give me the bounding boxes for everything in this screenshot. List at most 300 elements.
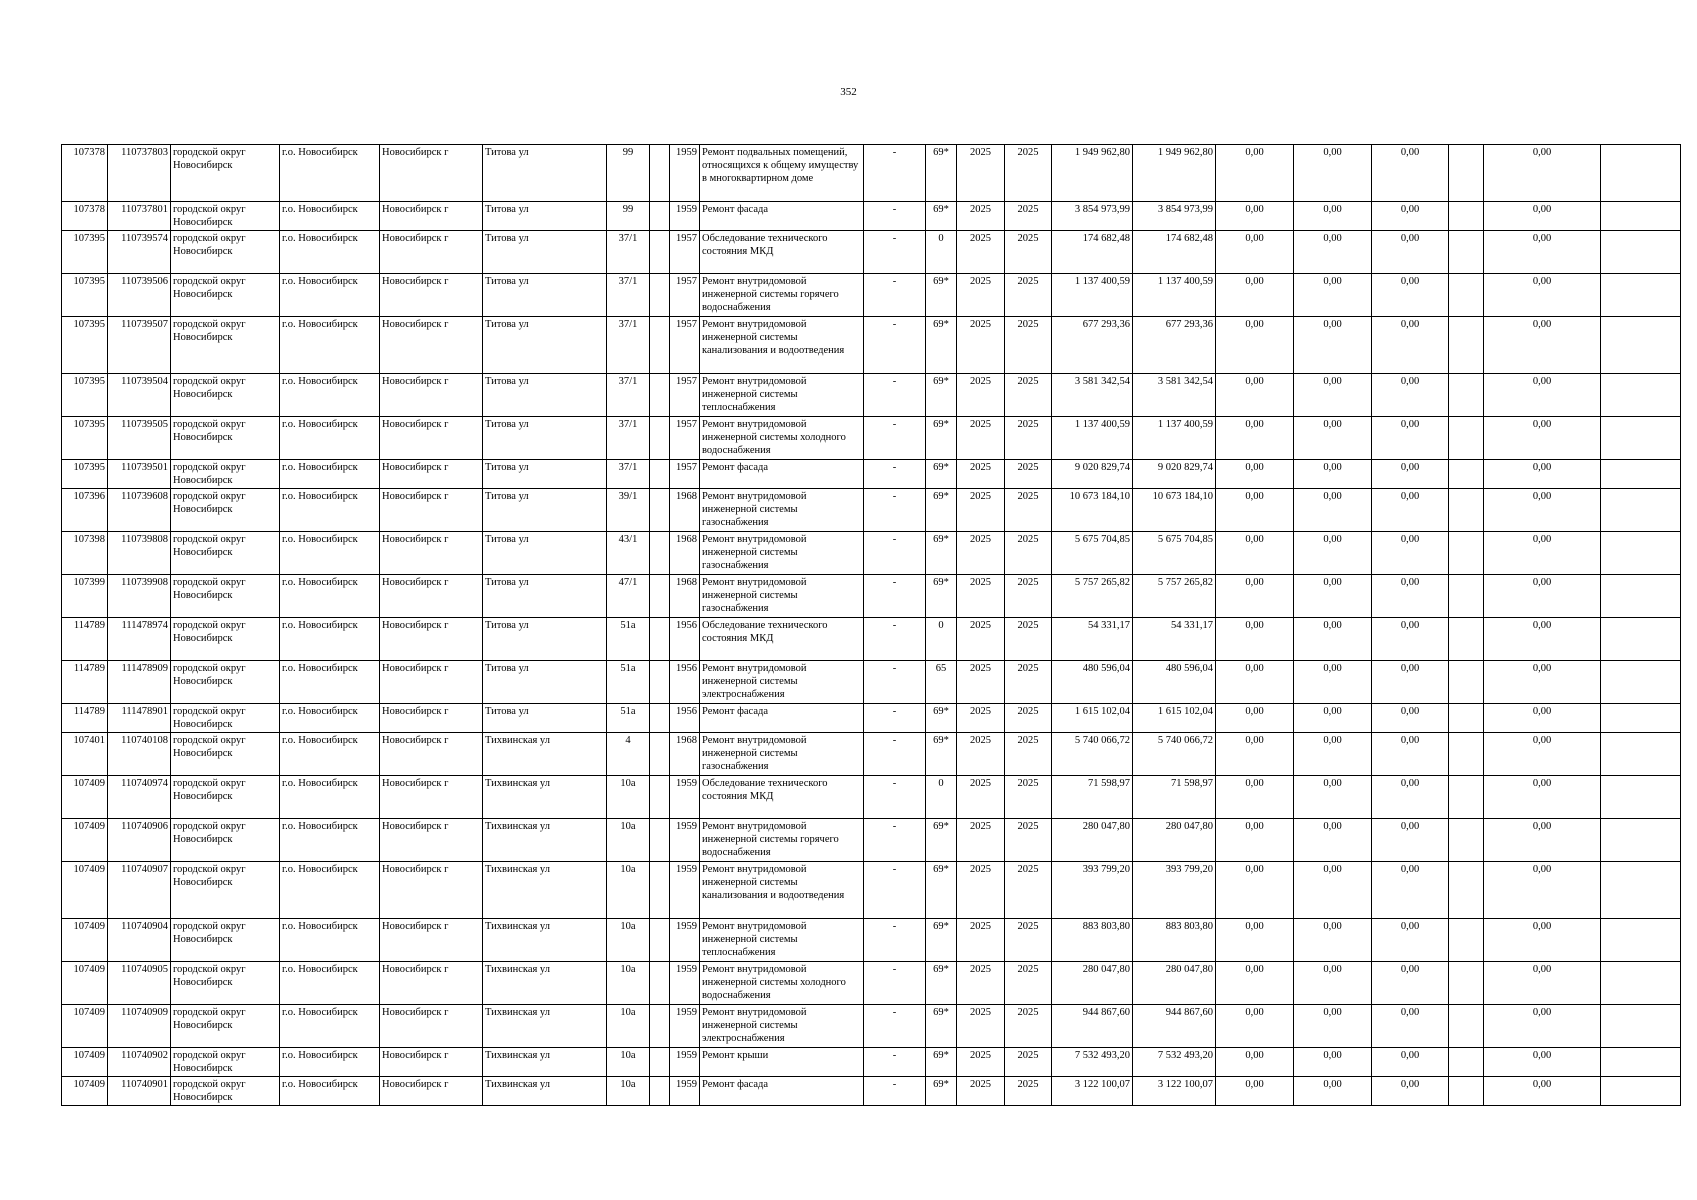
budget-federal: 0,00 bbox=[1216, 145, 1294, 202]
total-cost: 3 581 342,54 bbox=[1052, 374, 1133, 417]
dash-cell: - bbox=[864, 1005, 926, 1048]
house-id: 107409 bbox=[62, 1005, 108, 1048]
city: Новосибирск г bbox=[380, 1077, 483, 1106]
build-year: 1959 bbox=[670, 819, 700, 862]
empty-cell bbox=[1449, 618, 1484, 661]
house-number: 10а bbox=[607, 862, 650, 919]
street: Тихвинская ул bbox=[483, 1077, 607, 1106]
wear-percent: 69* bbox=[926, 733, 957, 776]
start-year: 2025 bbox=[957, 460, 1005, 489]
owner-funds: 0,00 bbox=[1484, 618, 1601, 661]
work-type: Ремонт внутридомовой инженерной системы горячего водоснабжения bbox=[700, 274, 864, 317]
wear-percent: 69* bbox=[926, 202, 957, 231]
dash-cell: - bbox=[864, 862, 926, 919]
work-type: Ремонт внутридомовой инженерной системы теплоснабжения bbox=[700, 919, 864, 962]
wear-percent: 69* bbox=[926, 460, 957, 489]
dash-cell: - bbox=[864, 575, 926, 618]
house-id: 114789 bbox=[62, 704, 108, 733]
fund-sum: 3 122 100,07 bbox=[1133, 1077, 1216, 1106]
empty-cell bbox=[1601, 618, 1681, 661]
city: Новосибирск г bbox=[380, 374, 483, 417]
city: Новосибирск г bbox=[380, 1048, 483, 1077]
empty-cell bbox=[1449, 733, 1484, 776]
district: г.о. Новосибирск bbox=[280, 1048, 380, 1077]
house-number: 51а bbox=[607, 704, 650, 733]
empty-cell bbox=[1449, 1077, 1484, 1106]
house-id: 107409 bbox=[62, 1077, 108, 1106]
build-year: 1959 bbox=[670, 145, 700, 202]
empty-cell bbox=[650, 618, 670, 661]
budget-federal: 0,00 bbox=[1216, 231, 1294, 274]
budget-local: 0,00 bbox=[1372, 618, 1449, 661]
budget-local: 0,00 bbox=[1372, 661, 1449, 704]
fund-sum: 174 682,48 bbox=[1133, 231, 1216, 274]
dash-cell: - bbox=[864, 1048, 926, 1077]
end-year: 2025 bbox=[1005, 417, 1052, 460]
city: Новосибирск г bbox=[380, 317, 483, 374]
total-cost: 54 331,17 bbox=[1052, 618, 1133, 661]
empty-cell bbox=[1601, 1048, 1681, 1077]
work-type: Ремонт внутридомовой инженерной системы канализования и водоотведения bbox=[700, 862, 864, 919]
fund-sum: 54 331,17 bbox=[1133, 618, 1216, 661]
house-id: 114789 bbox=[62, 661, 108, 704]
house-number: 99 bbox=[607, 145, 650, 202]
start-year: 2025 bbox=[957, 417, 1005, 460]
total-cost: 944 867,60 bbox=[1052, 1005, 1133, 1048]
empty-cell bbox=[1601, 862, 1681, 919]
work-type: Обследование технического состояния МКД bbox=[700, 618, 864, 661]
owner-funds: 0,00 bbox=[1484, 575, 1601, 618]
total-cost: 280 047,80 bbox=[1052, 962, 1133, 1005]
house-number: 37/1 bbox=[607, 460, 650, 489]
house-number: 37/1 bbox=[607, 374, 650, 417]
build-year: 1957 bbox=[670, 231, 700, 274]
budget-local: 0,00 bbox=[1372, 575, 1449, 618]
owner-funds: 0,00 bbox=[1484, 1048, 1601, 1077]
city: Новосибирск г bbox=[380, 862, 483, 919]
house-id: 107409 bbox=[62, 776, 108, 819]
build-year: 1957 bbox=[670, 374, 700, 417]
district: г.о. Новосибирск bbox=[280, 575, 380, 618]
wear-percent: 0 bbox=[926, 231, 957, 274]
work-type: Ремонт внутридомовой инженерной системы канализования и водоотведения bbox=[700, 317, 864, 374]
start-year: 2025 bbox=[957, 489, 1005, 532]
work-code: 110740907 bbox=[108, 862, 171, 919]
fund-sum: 7 532 493,20 bbox=[1133, 1048, 1216, 1077]
house-id: 107409 bbox=[62, 919, 108, 962]
wear-percent: 69* bbox=[926, 1077, 957, 1106]
budget-federal: 0,00 bbox=[1216, 962, 1294, 1005]
owner-funds: 0,00 bbox=[1484, 1005, 1601, 1048]
budget-local: 0,00 bbox=[1372, 532, 1449, 575]
start-year: 2025 bbox=[957, 532, 1005, 575]
table-row bbox=[62, 1077, 1681, 1106]
fund-sum: 883 803,80 bbox=[1133, 919, 1216, 962]
city: Новосибирск г bbox=[380, 919, 483, 962]
empty-cell bbox=[1601, 202, 1681, 231]
municipality: городской округ Новосибирск bbox=[171, 274, 280, 317]
house-number: 47/1 bbox=[607, 575, 650, 618]
house-number: 10а bbox=[607, 1048, 650, 1077]
table-row bbox=[62, 575, 1681, 618]
budget-local: 0,00 bbox=[1372, 460, 1449, 489]
start-year: 2025 bbox=[957, 819, 1005, 862]
start-year: 2025 bbox=[957, 962, 1005, 1005]
budget-regional: 0,00 bbox=[1294, 1077, 1372, 1106]
work-type: Обследование технического состояния МКД bbox=[700, 231, 864, 274]
street: Титова ул bbox=[483, 274, 607, 317]
empty-cell bbox=[1601, 417, 1681, 460]
budget-federal: 0,00 bbox=[1216, 489, 1294, 532]
wear-percent: 69* bbox=[926, 575, 957, 618]
budget-federal: 0,00 bbox=[1216, 317, 1294, 374]
work-type: Ремонт внутридомовой инженерной системы газоснабжения bbox=[700, 532, 864, 575]
start-year: 2025 bbox=[957, 618, 1005, 661]
house-number: 39/1 bbox=[607, 489, 650, 532]
budget-federal: 0,00 bbox=[1216, 532, 1294, 575]
wear-percent: 69* bbox=[926, 374, 957, 417]
empty-cell bbox=[1449, 532, 1484, 575]
empty-cell bbox=[650, 962, 670, 1005]
house-number: 51а bbox=[607, 618, 650, 661]
work-code: 111478974 bbox=[108, 618, 171, 661]
start-year: 2025 bbox=[957, 1005, 1005, 1048]
budget-local: 0,00 bbox=[1372, 862, 1449, 919]
empty-cell bbox=[1449, 776, 1484, 819]
district: г.о. Новосибирск bbox=[280, 704, 380, 733]
street: Титова ул bbox=[483, 417, 607, 460]
city: Новосибирск г bbox=[380, 460, 483, 489]
dash-cell: - bbox=[864, 460, 926, 489]
end-year: 2025 bbox=[1005, 274, 1052, 317]
dash-cell: - bbox=[864, 532, 926, 575]
work-type: Ремонт фасада bbox=[700, 460, 864, 489]
table-row bbox=[62, 962, 1681, 1005]
owner-funds: 0,00 bbox=[1484, 374, 1601, 417]
house-number: 10а bbox=[607, 1077, 650, 1106]
table-row bbox=[62, 1048, 1681, 1077]
budget-local: 0,00 bbox=[1372, 489, 1449, 532]
municipality: городской округ Новосибирск bbox=[171, 202, 280, 231]
work-code: 110740905 bbox=[108, 962, 171, 1005]
house-number: 10а bbox=[607, 919, 650, 962]
wear-percent: 69* bbox=[926, 274, 957, 317]
fund-sum: 3 581 342,54 bbox=[1133, 374, 1216, 417]
budget-local: 0,00 bbox=[1372, 374, 1449, 417]
budget-federal: 0,00 bbox=[1216, 618, 1294, 661]
work-type: Ремонт внутридомовой инженерной системы газоснабжения bbox=[700, 575, 864, 618]
total-cost: 677 293,36 bbox=[1052, 317, 1133, 374]
total-cost: 280 047,80 bbox=[1052, 819, 1133, 862]
budget-regional: 0,00 bbox=[1294, 274, 1372, 317]
municipality: городской округ Новосибирск bbox=[171, 776, 280, 819]
budget-regional: 0,00 bbox=[1294, 919, 1372, 962]
fund-sum: 5 757 265,82 bbox=[1133, 575, 1216, 618]
work-code: 110740974 bbox=[108, 776, 171, 819]
budget-local: 0,00 bbox=[1372, 733, 1449, 776]
work-code: 110739574 bbox=[108, 231, 171, 274]
empty-cell bbox=[650, 1077, 670, 1106]
empty-cell bbox=[1601, 661, 1681, 704]
work-code: 110739501 bbox=[108, 460, 171, 489]
owner-funds: 0,00 bbox=[1484, 317, 1601, 374]
empty-cell bbox=[650, 489, 670, 532]
city: Новосибирск г bbox=[380, 575, 483, 618]
empty-cell bbox=[1449, 819, 1484, 862]
municipality: городской округ Новосибирск bbox=[171, 862, 280, 919]
wear-percent: 69* bbox=[926, 532, 957, 575]
empty-cell bbox=[1601, 819, 1681, 862]
empty-cell bbox=[650, 460, 670, 489]
district: г.о. Новосибирск bbox=[280, 1005, 380, 1048]
total-cost: 3 122 100,07 bbox=[1052, 1077, 1133, 1106]
total-cost: 174 682,48 bbox=[1052, 231, 1133, 274]
empty-cell bbox=[1601, 374, 1681, 417]
wear-percent: 69* bbox=[926, 862, 957, 919]
municipality: городской округ Новосибирск bbox=[171, 919, 280, 962]
district: г.о. Новосибирск bbox=[280, 417, 380, 460]
empty-cell bbox=[1601, 776, 1681, 819]
district: г.о. Новосибирск bbox=[280, 460, 380, 489]
end-year: 2025 bbox=[1005, 919, 1052, 962]
fund-sum: 71 598,97 bbox=[1133, 776, 1216, 819]
owner-funds: 0,00 bbox=[1484, 819, 1601, 862]
work-type: Ремонт внутридомовой инженерной системы горячего водоснабжения bbox=[700, 819, 864, 862]
budget-regional: 0,00 bbox=[1294, 733, 1372, 776]
build-year: 1957 bbox=[670, 460, 700, 489]
table-row bbox=[62, 776, 1681, 819]
street: Титова ул bbox=[483, 704, 607, 733]
city: Новосибирск г bbox=[380, 231, 483, 274]
owner-funds: 0,00 bbox=[1484, 460, 1601, 489]
budget-local: 0,00 bbox=[1372, 274, 1449, 317]
house-number: 37/1 bbox=[607, 231, 650, 274]
budget-federal: 0,00 bbox=[1216, 460, 1294, 489]
work-code: 110739506 bbox=[108, 274, 171, 317]
table-row bbox=[62, 1005, 1681, 1048]
budget-federal: 0,00 bbox=[1216, 819, 1294, 862]
municipality: городской округ Новосибирск bbox=[171, 618, 280, 661]
street: Титова ул bbox=[483, 575, 607, 618]
work-code: 110740108 bbox=[108, 733, 171, 776]
work-code: 110737801 bbox=[108, 202, 171, 231]
build-year: 1968 bbox=[670, 532, 700, 575]
house-id: 107409 bbox=[62, 1048, 108, 1077]
total-cost: 5 757 265,82 bbox=[1052, 575, 1133, 618]
start-year: 2025 bbox=[957, 145, 1005, 202]
empty-cell bbox=[1449, 374, 1484, 417]
work-type: Ремонт внутридомовой инженерной системы холодного водоснабжения bbox=[700, 417, 864, 460]
wear-percent: 69* bbox=[926, 317, 957, 374]
district: г.о. Новосибирск bbox=[280, 661, 380, 704]
street: Тихвинская ул bbox=[483, 1048, 607, 1077]
build-year: 1959 bbox=[670, 1048, 700, 1077]
house-number: 10а bbox=[607, 1005, 650, 1048]
empty-cell bbox=[1449, 862, 1484, 919]
municipality: городской округ Новосибирск bbox=[171, 819, 280, 862]
end-year: 2025 bbox=[1005, 1077, 1052, 1106]
budget-regional: 0,00 bbox=[1294, 575, 1372, 618]
empty-cell bbox=[1601, 317, 1681, 374]
empty-cell bbox=[650, 919, 670, 962]
municipality: городской округ Новосибирск bbox=[171, 704, 280, 733]
empty-cell bbox=[650, 145, 670, 202]
street: Тихвинская ул bbox=[483, 1005, 607, 1048]
house-number: 99 bbox=[607, 202, 650, 231]
empty-cell bbox=[650, 575, 670, 618]
build-year: 1956 bbox=[670, 704, 700, 733]
house-id: 107395 bbox=[62, 374, 108, 417]
fund-sum: 677 293,36 bbox=[1133, 317, 1216, 374]
empty-cell bbox=[650, 1048, 670, 1077]
end-year: 2025 bbox=[1005, 618, 1052, 661]
budget-local: 0,00 bbox=[1372, 145, 1449, 202]
municipality: городской округ Новосибирск bbox=[171, 1077, 280, 1106]
budget-regional: 0,00 bbox=[1294, 618, 1372, 661]
dash-cell: - bbox=[864, 704, 926, 733]
table-row bbox=[62, 733, 1681, 776]
empty-cell bbox=[1449, 489, 1484, 532]
dash-cell: - bbox=[864, 274, 926, 317]
empty-cell bbox=[1601, 704, 1681, 733]
owner-funds: 0,00 bbox=[1484, 274, 1601, 317]
empty-cell bbox=[1449, 274, 1484, 317]
dash-cell: - bbox=[864, 317, 926, 374]
total-cost: 7 532 493,20 bbox=[1052, 1048, 1133, 1077]
empty-cell bbox=[1601, 919, 1681, 962]
city: Новосибирск г bbox=[380, 417, 483, 460]
budget-regional: 0,00 bbox=[1294, 145, 1372, 202]
city: Новосибирск г bbox=[380, 819, 483, 862]
table-row bbox=[62, 317, 1681, 374]
house-id: 107395 bbox=[62, 460, 108, 489]
empty-cell bbox=[1449, 417, 1484, 460]
city: Новосибирск г bbox=[380, 489, 483, 532]
budget-federal: 0,00 bbox=[1216, 374, 1294, 417]
district: г.о. Новосибирск bbox=[280, 819, 380, 862]
fund-sum: 480 596,04 bbox=[1133, 661, 1216, 704]
street: Титова ул bbox=[483, 374, 607, 417]
work-type: Ремонт внутридомовой инженерной системы электроснабжения bbox=[700, 1005, 864, 1048]
house-id: 107395 bbox=[62, 317, 108, 374]
table-row bbox=[62, 145, 1681, 202]
work-code: 110739808 bbox=[108, 532, 171, 575]
table-row bbox=[62, 202, 1681, 231]
work-code: 110739608 bbox=[108, 489, 171, 532]
dash-cell: - bbox=[864, 819, 926, 862]
start-year: 2025 bbox=[957, 317, 1005, 374]
house-id: 107401 bbox=[62, 733, 108, 776]
empty-cell bbox=[1601, 733, 1681, 776]
table-row bbox=[62, 489, 1681, 532]
build-year: 1959 bbox=[670, 202, 700, 231]
empty-cell bbox=[650, 374, 670, 417]
city: Новосибирск г bbox=[380, 618, 483, 661]
fund-sum: 1 137 400,59 bbox=[1133, 417, 1216, 460]
owner-funds: 0,00 bbox=[1484, 661, 1601, 704]
table-row bbox=[62, 374, 1681, 417]
street: Титова ул bbox=[483, 145, 607, 202]
total-cost: 393 799,20 bbox=[1052, 862, 1133, 919]
work-type: Ремонт фасада bbox=[700, 1077, 864, 1106]
build-year: 1959 bbox=[670, 962, 700, 1005]
start-year: 2025 bbox=[957, 862, 1005, 919]
build-year: 1959 bbox=[670, 919, 700, 962]
municipality: городской округ Новосибирск bbox=[171, 417, 280, 460]
end-year: 2025 bbox=[1005, 819, 1052, 862]
work-type: Ремонт фасада bbox=[700, 202, 864, 231]
budget-regional: 0,00 bbox=[1294, 460, 1372, 489]
total-cost: 1 949 962,80 bbox=[1052, 145, 1133, 202]
end-year: 2025 bbox=[1005, 374, 1052, 417]
budget-regional: 0,00 bbox=[1294, 704, 1372, 733]
district: г.о. Новосибирск bbox=[280, 532, 380, 575]
wear-percent: 69* bbox=[926, 1048, 957, 1077]
district: г.о. Новосибирск bbox=[280, 231, 380, 274]
municipality: городской округ Новосибирск bbox=[171, 1005, 280, 1048]
start-year: 2025 bbox=[957, 374, 1005, 417]
house-number: 37/1 bbox=[607, 417, 650, 460]
house-id: 107378 bbox=[62, 202, 108, 231]
table-row bbox=[62, 274, 1681, 317]
work-code: 110740904 bbox=[108, 919, 171, 962]
house-id: 107409 bbox=[62, 862, 108, 919]
empty-cell bbox=[1449, 231, 1484, 274]
street: Титова ул bbox=[483, 231, 607, 274]
dash-cell: - bbox=[864, 962, 926, 1005]
wear-percent: 0 bbox=[926, 776, 957, 819]
budget-local: 0,00 bbox=[1372, 1048, 1449, 1077]
city: Новосибирск г bbox=[380, 704, 483, 733]
work-code: 110739504 bbox=[108, 374, 171, 417]
street: Титова ул bbox=[483, 661, 607, 704]
budget-federal: 0,00 bbox=[1216, 575, 1294, 618]
fund-sum: 10 673 184,10 bbox=[1133, 489, 1216, 532]
street: Титова ул bbox=[483, 202, 607, 231]
budget-local: 0,00 bbox=[1372, 1005, 1449, 1048]
table-row bbox=[62, 661, 1681, 704]
empty-cell bbox=[1601, 1005, 1681, 1048]
total-cost: 10 673 184,10 bbox=[1052, 489, 1133, 532]
budget-federal: 0,00 bbox=[1216, 661, 1294, 704]
empty-cell bbox=[1601, 575, 1681, 618]
district: г.о. Новосибирск bbox=[280, 776, 380, 819]
build-year: 1956 bbox=[670, 618, 700, 661]
empty-cell bbox=[1601, 231, 1681, 274]
start-year: 2025 bbox=[957, 704, 1005, 733]
start-year: 2025 bbox=[957, 274, 1005, 317]
house-id: 107398 bbox=[62, 532, 108, 575]
district: г.о. Новосибирск bbox=[280, 374, 380, 417]
street: Тихвинская ул bbox=[483, 733, 607, 776]
fund-sum: 3 854 973,99 bbox=[1133, 202, 1216, 231]
empty-cell bbox=[650, 202, 670, 231]
wear-percent: 69* bbox=[926, 962, 957, 1005]
empty-cell bbox=[1449, 202, 1484, 231]
dash-cell: - bbox=[864, 145, 926, 202]
house-id: 107378 bbox=[62, 145, 108, 202]
street: Титова ул bbox=[483, 317, 607, 374]
fund-sum: 1 615 102,04 bbox=[1133, 704, 1216, 733]
end-year: 2025 bbox=[1005, 661, 1052, 704]
build-year: 1959 bbox=[670, 1077, 700, 1106]
build-year: 1956 bbox=[670, 661, 700, 704]
total-cost: 883 803,80 bbox=[1052, 919, 1133, 962]
city: Новосибирск г bbox=[380, 733, 483, 776]
start-year: 2025 bbox=[957, 575, 1005, 618]
empty-cell bbox=[650, 776, 670, 819]
municipality: городской округ Новосибирск bbox=[171, 575, 280, 618]
